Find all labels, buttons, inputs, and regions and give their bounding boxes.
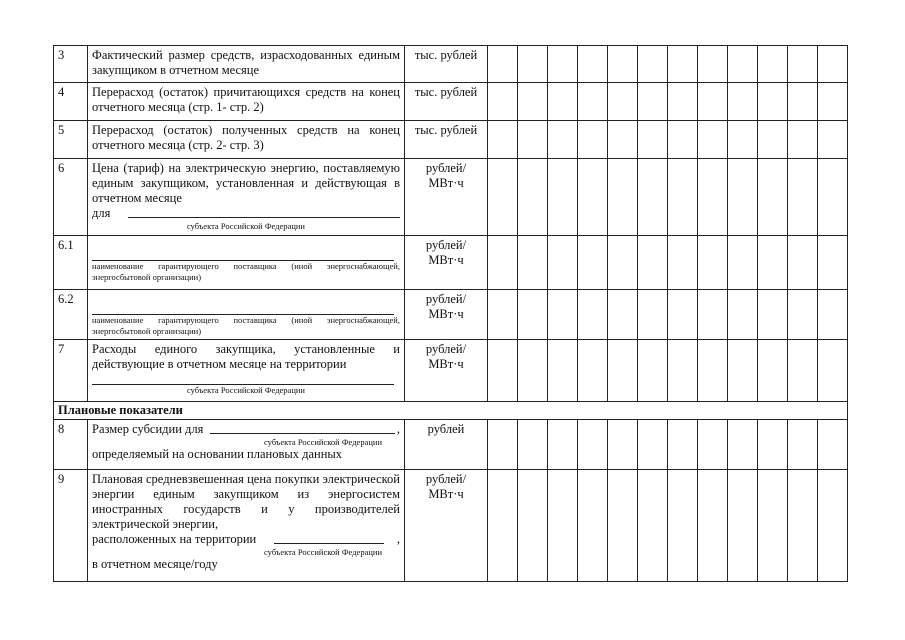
value-cell[interactable] [788, 159, 818, 236]
line-prefix: Размер субсидии для [92, 422, 204, 436]
value-cell[interactable] [548, 83, 578, 121]
value-cell[interactable] [758, 420, 788, 470]
value-cell[interactable] [608, 83, 638, 121]
value-cell[interactable] [488, 159, 518, 236]
value-cell[interactable] [788, 340, 818, 402]
row-number: 3 [54, 46, 88, 83]
value-cell[interactable] [578, 83, 608, 121]
row-number: 6.2 [54, 290, 88, 340]
value-cell[interactable] [818, 290, 848, 340]
value-cell[interactable] [608, 46, 638, 83]
table-row [54, 159, 848, 236]
description-tail: в отчетном месяце/году [92, 557, 218, 571]
table-row [54, 83, 848, 121]
value-cell[interactable] [608, 159, 638, 236]
row-description [88, 46, 405, 83]
value-cell[interactable] [578, 46, 608, 83]
value-cell[interactable] [818, 159, 848, 236]
value-cell[interactable] [758, 470, 788, 582]
blank-underline[interactable] [92, 374, 394, 385]
line-prefix: расположенных на территории [92, 532, 257, 546]
row-number: 4 [54, 83, 88, 121]
value-cell[interactable] [638, 290, 668, 340]
value-cell[interactable] [668, 121, 698, 159]
value-cell[interactable] [578, 290, 608, 340]
row-description [88, 83, 405, 121]
value-cell[interactable] [698, 340, 728, 402]
value-cell[interactable] [668, 236, 698, 290]
value-cell[interactable] [638, 470, 668, 582]
value-cell[interactable] [698, 83, 728, 121]
value-cell[interactable] [818, 470, 848, 582]
value-cell[interactable] [698, 420, 728, 470]
value-cell[interactable] [578, 159, 608, 236]
row-number: 8 [54, 420, 88, 470]
table-row [54, 121, 848, 159]
blank-underline[interactable] [274, 532, 384, 544]
value-cell[interactable] [668, 159, 698, 236]
row-description [88, 420, 405, 470]
value-cell[interactable] [488, 290, 518, 340]
value-cell[interactable] [728, 236, 758, 290]
value-cell[interactable] [788, 46, 818, 83]
value-cell[interactable] [758, 290, 788, 340]
value-cell[interactable] [488, 420, 518, 470]
value-cell[interactable] [638, 236, 668, 290]
value-cell[interactable] [788, 470, 818, 582]
row-description [88, 340, 405, 402]
row-description [88, 290, 405, 340]
blank-underline[interactable] [92, 250, 394, 261]
line-caption: субъекта Российской Федерации [264, 437, 382, 447]
value-cell[interactable] [818, 83, 848, 121]
value-cell[interactable] [608, 290, 638, 340]
table-row [54, 470, 848, 582]
fill-in-line [92, 422, 400, 437]
value-cell[interactable] [638, 340, 668, 402]
value-cell[interactable] [488, 121, 518, 159]
value-cell[interactable] [818, 236, 848, 290]
value-cell[interactable] [728, 420, 758, 470]
value-cell[interactable] [488, 470, 518, 582]
value-cell[interactable] [758, 340, 788, 402]
value-cell[interactable] [548, 340, 578, 402]
value-cell[interactable] [698, 236, 728, 290]
value-cell[interactable] [608, 420, 638, 470]
line-suffix: , [396, 532, 400, 546]
value-cell[interactable] [728, 83, 758, 121]
line-caption: наименование гарантирующего поставщика (иной энергоснабжающей, энергосбытовой организации) [92, 261, 400, 282]
value-cell[interactable] [488, 46, 518, 83]
line-caption: субъекта Российской Федерации [187, 385, 305, 395]
value-cell[interactable] [698, 121, 728, 159]
value-cell[interactable] [518, 420, 548, 470]
value-cell[interactable] [818, 420, 848, 470]
value-cell[interactable] [518, 236, 548, 290]
description-text: Перерасход (остаток) причитающихся средств на конец отчетного месяца (стр. 1- стр. 2) [92, 85, 400, 114]
value-cell[interactable] [548, 121, 578, 159]
description-text: Расходы единого закупщика, установленные и действующие в отчетном месяце на территории [92, 342, 400, 371]
value-cell[interactable] [488, 340, 518, 402]
table-row [54, 340, 848, 402]
section-header-row [54, 402, 848, 420]
value-cell[interactable] [668, 290, 698, 340]
row-description [88, 236, 405, 290]
description-text: Цена (тариф) на электрическую энергию, поставляемую единым закупщиком, установленная и действующая в отчетном месяце [92, 161, 400, 205]
value-cell[interactable] [788, 236, 818, 290]
row-number: 6.1 [54, 236, 88, 290]
unit-of-measure: рублей/ МВт·ч [405, 340, 488, 402]
line-caption: субъекта Российской Федерации [187, 221, 305, 231]
value-cell[interactable] [578, 470, 608, 582]
value-cell[interactable] [818, 340, 848, 402]
table-row [54, 420, 848, 470]
fill-in-line [92, 206, 400, 221]
value-cell[interactable] [548, 290, 578, 340]
value-cell[interactable] [728, 46, 758, 83]
value-cell[interactable] [668, 83, 698, 121]
value-cell[interactable] [788, 420, 818, 470]
value-cell[interactable] [488, 83, 518, 121]
section-title: Плановые показатели [54, 402, 848, 420]
description-text: Фактический размер средств, израсходованных единым закупщиком в отчетном месяце [92, 48, 400, 77]
value-cell[interactable] [608, 470, 638, 582]
row-number: 7 [54, 340, 88, 402]
line-prefix: для [92, 206, 111, 220]
value-cell[interactable] [758, 121, 788, 159]
value-cell[interactable] [728, 121, 758, 159]
unit-of-measure: тыс. рублей [405, 46, 488, 83]
value-cell[interactable] [638, 420, 668, 470]
value-cell[interactable] [578, 340, 608, 402]
value-cell[interactable] [518, 159, 548, 236]
value-cell[interactable] [518, 340, 548, 402]
value-cell[interactable] [818, 46, 848, 83]
value-cell[interactable] [668, 46, 698, 83]
value-cell[interactable] [698, 290, 728, 340]
description-text: Перерасход (остаток) полученных средств на конец отчетного месяца (стр. 2- стр. 3) [92, 123, 400, 152]
table-row [54, 236, 848, 290]
description-text: Плановая средневзвешенная цена покупки электрической энергии единым закупщиком из энергосистем иностранных государств и у производителей электрической энергии, [92, 472, 400, 531]
unit-of-measure: рублей/ МВт·ч [405, 236, 488, 290]
row-number: 9 [54, 470, 88, 582]
value-cell[interactable] [638, 46, 668, 83]
row-description [88, 159, 405, 236]
fill-in-line [92, 532, 400, 547]
blank-underline[interactable] [210, 422, 395, 434]
value-cell[interactable] [578, 121, 608, 159]
value-cell[interactable] [518, 83, 548, 121]
value-cell[interactable] [638, 83, 668, 121]
value-cell[interactable] [728, 340, 758, 402]
value-cell[interactable] [578, 236, 608, 290]
value-cell[interactable] [698, 159, 728, 236]
row-number: 5 [54, 121, 88, 159]
value-cell[interactable] [668, 340, 698, 402]
value-cell[interactable] [728, 290, 758, 340]
value-cell[interactable] [548, 470, 578, 582]
value-cell[interactable] [788, 83, 818, 121]
value-cell[interactable] [788, 121, 818, 159]
blank-underline[interactable] [92, 304, 394, 315]
unit-of-measure: рублей [405, 420, 488, 470]
unit-of-measure: рублей/ МВт·ч [405, 290, 488, 340]
unit-of-measure: тыс. рублей [405, 121, 488, 159]
value-cell[interactable] [728, 470, 758, 582]
value-cell[interactable] [698, 470, 728, 582]
value-cell[interactable] [608, 340, 638, 402]
value-cell[interactable] [638, 159, 668, 236]
value-cell[interactable] [578, 420, 608, 470]
value-cell[interactable] [758, 236, 788, 290]
value-cell[interactable] [548, 46, 578, 83]
value-cell[interactable] [608, 121, 638, 159]
line-caption: субъекта Российской Федерации [264, 547, 382, 557]
description-text: определяемый на основании плановых данных [92, 447, 343, 461]
line-caption: наименование гарантирующего поставщика (иной энергоснабжающей, энергосбытовой организации) [92, 315, 400, 336]
row-number: 6 [54, 159, 88, 236]
value-cell[interactable] [518, 290, 548, 340]
unit-of-measure: рублей/ МВт·ч [405, 159, 488, 236]
value-cell[interactable] [668, 420, 698, 470]
blank-underline[interactable] [128, 206, 400, 218]
value-cell[interactable] [698, 46, 728, 83]
unit-of-measure: рублей/ МВт·ч [405, 470, 488, 582]
value-cell[interactable] [518, 46, 548, 83]
value-cell[interactable] [758, 83, 788, 121]
row-description [88, 121, 405, 159]
value-cell[interactable] [788, 290, 818, 340]
value-cell[interactable] [548, 159, 578, 236]
value-cell[interactable] [518, 121, 548, 159]
unit-of-measure: тыс. рублей [405, 83, 488, 121]
table-row [54, 46, 848, 83]
value-cell[interactable] [608, 236, 638, 290]
value-cell[interactable] [758, 46, 788, 83]
value-cell[interactable] [548, 420, 578, 470]
value-cell[interactable] [818, 121, 848, 159]
value-cell[interactable] [728, 159, 758, 236]
value-cell[interactable] [518, 470, 548, 582]
report-table [53, 45, 848, 582]
line-suffix: , [396, 422, 400, 436]
row-description [88, 470, 405, 582]
value-cell[interactable] [488, 236, 518, 290]
value-cell[interactable] [638, 121, 668, 159]
value-cell[interactable] [668, 470, 698, 582]
value-cell[interactable] [758, 159, 788, 236]
value-cell[interactable] [548, 236, 578, 290]
table-row [54, 290, 848, 340]
